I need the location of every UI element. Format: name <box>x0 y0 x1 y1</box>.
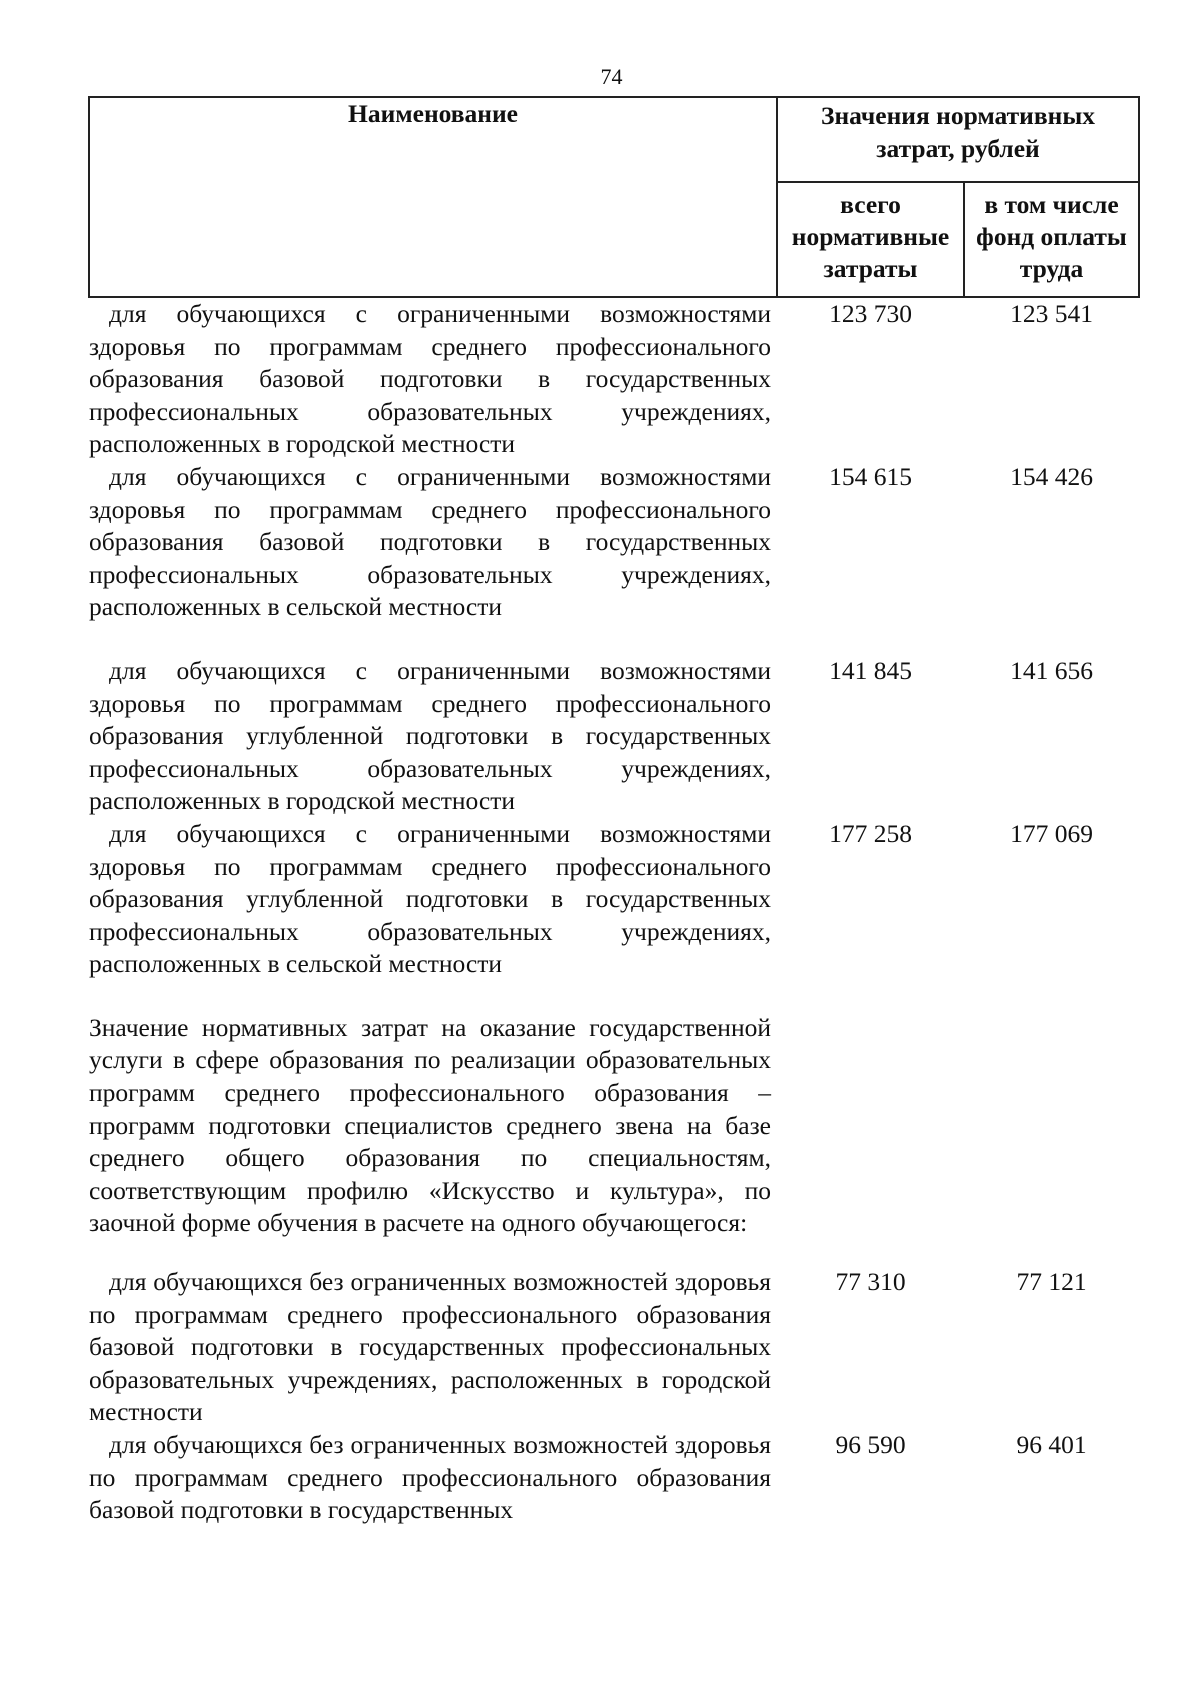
row-total: 123 730 <box>829 299 912 328</box>
row-name: для обучающихся без ограниченных возможностей здоровья по программам среднего профессионального образования базовой подготовки в государственных профессиональных образовательных учреждениях, расположенных в городской местности <box>89 1267 771 1427</box>
table-row <box>89 461 1139 624</box>
table-row <box>89 297 1139 461</box>
row-name: для обучающихся с ограниченными возможностями здоровья по программам среднего профессионального образования углубленной подготовки в государственных профессиональных образовательных учреждениях, расположенных в сельской местности <box>89 818 771 979</box>
section-intro: Значение нормативных затрат на оказание государственной услуги в сфере образования по реализации образовательных программ среднего профессионального образования – программ подготовки специалистов среднего звена на базе среднего общего образования по специальностям, соответствующим профилю «Искусство и культура», по заочной форме обучения в расчете на одного обучающегося: <box>89 1012 771 1238</box>
header-values: Значения нормативных затрат, рублей <box>777 97 1139 182</box>
table-row <box>89 1429 1139 1527</box>
row-total: 141 845 <box>829 655 912 685</box>
row-total: 177 258 <box>829 818 912 848</box>
row-fund: 177 069 <box>1010 818 1093 848</box>
table-row <box>89 1266 1139 1429</box>
row-name: для обучающихся с ограниченными возможностями здоровья по программам среднего профессионального образования базовой подготовки в государственных профессиональных образовательных учреждениях, расположенных в городской местности <box>89 299 771 459</box>
row-name: для обучающихся с ограниченными возможностями здоровья по программам среднего профессионального образования углубленной подготовки в государственных профессиональных образовательных учреждениях, расположенных в городской местности <box>89 655 771 816</box>
row-name: для обучающихся с ограниченными возможностями здоровья по программам среднего профессионального образования базовой подготовки в государственных профессиональных образовательных учреждениях, расположенных в сельской местности <box>89 461 771 622</box>
row-fund: 96 401 <box>1016 1430 1087 1459</box>
row-total: 154 615 <box>829 461 912 491</box>
header-fund: в том числе фонд оплаты труда <box>964 182 1139 297</box>
row-fund: 77 121 <box>1016 1267 1087 1297</box>
normative-costs-table <box>88 96 1140 1527</box>
row-fund: 123 541 <box>1010 299 1093 328</box>
section-intro-row <box>89 1012 1139 1240</box>
row-name: для обучающихся без ограниченных возможностей здоровья по программам среднего профессионального образования базовой подготовки в государственных <box>89 1430 771 1525</box>
header-name: Наименование <box>89 97 777 297</box>
row-fund: 141 656 <box>1010 655 1093 685</box>
table-row <box>89 655 1139 818</box>
row-fund: 154 426 <box>1010 461 1093 491</box>
page-number: 74 <box>600 64 623 89</box>
row-total: 96 590 <box>835 1430 906 1459</box>
table-row <box>89 818 1139 981</box>
row-total: 77 310 <box>835 1267 906 1297</box>
header-total: всего нормативные затраты <box>777 182 964 297</box>
